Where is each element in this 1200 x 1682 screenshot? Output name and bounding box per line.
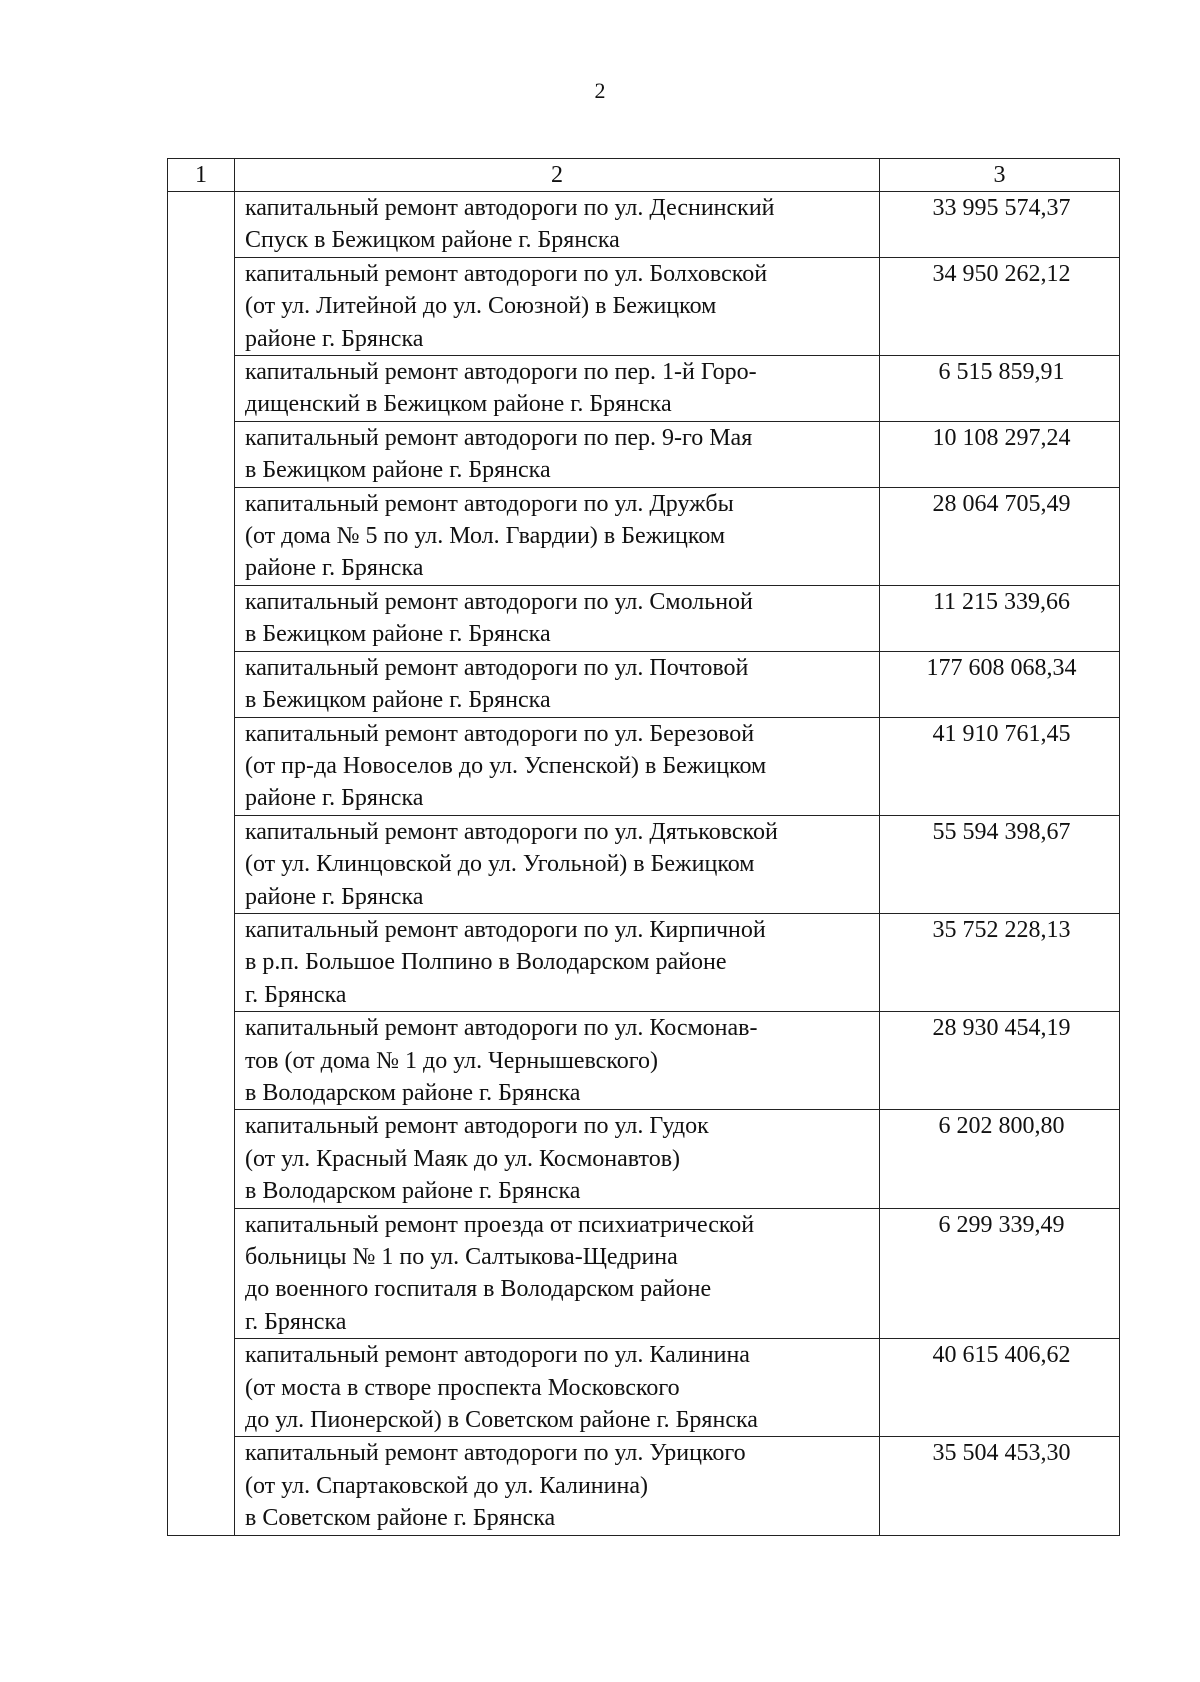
description-cell: [235, 192, 880, 258]
description-line: капитальный ремонт автодороги по пер. 1-й Горо-: [245, 359, 757, 386]
description-line: капитальный ремонт автодороги по ул. Гудок: [245, 1113, 709, 1140]
row-number-cell: [168, 421, 235, 487]
description-line: г. Брянска: [245, 981, 347, 1008]
amount-cell: 33 995 574,37: [880, 192, 1120, 258]
description-cell: [235, 651, 880, 717]
description-line: районе г. Брянска: [245, 325, 424, 352]
description-line: капитальный ремонт проезда от психиатрической: [245, 1211, 755, 1238]
description-line: капитальный ремонт автодороги по ул. Смольной: [245, 588, 753, 615]
description-cell: [235, 1339, 880, 1437]
description-line: капитальный ремонт автодороги по ул. Дятьковской: [245, 818, 778, 845]
description-line: больницы № 1 по ул. Салтыкова-Щедрина: [245, 1244, 678, 1270]
row-number-cell: [168, 717, 235, 815]
table-row: [168, 651, 1120, 717]
table-row: [168, 487, 1120, 585]
description-line: (от дома № 5 по ул. Мол. Гвардии) в Бежицком: [245, 523, 726, 550]
amount-cell: 6 299 339,49: [880, 1208, 1120, 1339]
table-row: [168, 585, 1120, 651]
description-cell: [235, 487, 880, 585]
description-line: капитальный ремонт автодороги по ул. Почтовой: [245, 654, 749, 681]
amount-cell: 28 930 454,19: [880, 1012, 1120, 1110]
row-number-cell: [168, 1437, 235, 1535]
row-number-cell: [168, 913, 235, 1011]
table-row: [168, 1110, 1120, 1208]
description-cell: [235, 585, 880, 651]
description-line: в Володарском районе г. Брянска: [245, 1178, 581, 1205]
row-number-cell: [168, 651, 235, 717]
row-number-cell: [168, 1208, 235, 1339]
description-cell: [235, 1208, 880, 1339]
amount-cell: 40 615 406,62: [880, 1339, 1120, 1437]
description-line: до военного госпиталя в Володарском районе: [245, 1276, 712, 1303]
amount-cell: 28 064 705,49: [880, 487, 1120, 585]
description-cell: [235, 257, 880, 355]
table-row: [168, 257, 1120, 355]
table-row: [168, 1339, 1120, 1437]
description-cell: [235, 815, 880, 913]
description-line: тов (от дома № 1 до ул. Чернышевского): [245, 1047, 659, 1074]
description-cell: [235, 356, 880, 422]
amount-cell: 6 515 859,91: [880, 356, 1120, 422]
table-row: [168, 1208, 1120, 1339]
amount-cell: 177 608 068,34: [880, 651, 1120, 717]
row-number-cell: [168, 1110, 235, 1208]
description-line: капитальный ремонт автодороги по ул. Космонав-: [245, 1015, 758, 1042]
description-line: Спуск в Бежицком районе г. Брянска: [245, 227, 620, 254]
description-line: в Бежицком районе г. Брянска: [245, 687, 551, 714]
description-cell: [235, 1110, 880, 1208]
amount-cell: 11 215 339,66: [880, 585, 1120, 651]
row-number-cell: [168, 192, 235, 258]
description-line: районе г. Брянска: [245, 785, 424, 812]
table-row: [168, 815, 1120, 913]
table-row: [168, 192, 1120, 258]
row-number-cell: [168, 815, 235, 913]
description-line: (от моста в створе проспекта Московского: [245, 1374, 680, 1401]
amount-cell: 6 202 800,80: [880, 1110, 1120, 1208]
description-cell: [235, 717, 880, 815]
table-row: [168, 717, 1120, 815]
description-line: районе г. Брянска: [245, 883, 424, 910]
description-cell: [235, 1012, 880, 1110]
description-line: г. Брянска: [245, 1308, 347, 1335]
description-line: в Володарском районе г. Брянска: [245, 1079, 581, 1106]
description-line: в Бежицком районе г. Брянска: [245, 621, 551, 648]
description-line: капитальный ремонт автодороги по ул. Березовой: [245, 720, 755, 747]
description-line: (от ул. Красный Маяк до ул. Космонавтов): [245, 1145, 681, 1172]
row-number-cell: [168, 487, 235, 585]
row-number-cell: [168, 257, 235, 355]
table-row: [168, 913, 1120, 1011]
description-line: капитальный ремонт автодороги по ул. Дружбы: [245, 490, 734, 517]
column-header-3: 3: [880, 159, 1120, 192]
appropriations-table: [167, 158, 1120, 1536]
amount-cell: 55 594 398,67: [880, 815, 1120, 913]
description-line: капитальный ремонт автодороги по ул. Кирпичной: [245, 916, 766, 943]
description-line: капитальный ремонт автодороги по ул. Урицкого: [245, 1440, 746, 1467]
row-number-cell: [168, 1339, 235, 1437]
table-row: [168, 356, 1120, 422]
description-cell: [235, 913, 880, 1011]
description-line: дищенский в Бежицком районе г. Брянска: [245, 391, 672, 418]
amount-cell: 35 752 228,13: [880, 913, 1120, 1011]
description-line: капитальный ремонт автодороги по ул. Калинина: [245, 1342, 750, 1369]
description-line: капитальный ремонт автодороги по пер. 9-го Мая: [245, 424, 753, 451]
description-line: (от ул. Клинцовской до ул. Угольной) в Бежицком: [245, 851, 755, 878]
table-header-row: [168, 159, 1120, 192]
amount-cell: 10 108 297,24: [880, 421, 1120, 487]
description-line: капитальный ремонт автодороги по ул. Болховской: [245, 260, 768, 287]
column-header-2: 2: [235, 159, 880, 192]
table-row: [168, 421, 1120, 487]
amount-cell: 41 910 761,45: [880, 717, 1120, 815]
row-number-cell: [168, 1012, 235, 1110]
description-line: до ул. Пионерской) в Советском районе г. Брянска: [245, 1407, 758, 1434]
description-cell: [235, 1437, 880, 1535]
description-line: в Советском районе г. Брянска: [245, 1505, 556, 1532]
description-line: (от ул. Спартаковской до ул. Калинина): [245, 1472, 648, 1499]
description-line: (от пр-да Новоселов до ул. Успенской) в Бежицком: [245, 752, 767, 779]
table-row: [168, 1437, 1120, 1535]
table-body: [168, 159, 1120, 1536]
row-number-cell: [168, 356, 235, 422]
page-number: 2: [594, 78, 606, 103]
description-cell: [235, 421, 880, 487]
description-line: капитальный ремонт автодороги по ул. Деснинский: [245, 195, 775, 221]
amount-cell: 35 504 453,30: [880, 1437, 1120, 1535]
description-line: в р.п. Большое Полпино в Володарском районе: [245, 949, 727, 976]
description-line: районе г. Брянска: [245, 555, 424, 582]
description-line: в Бежицком районе г. Брянска: [245, 457, 551, 484]
amount-cell: 34 950 262,12: [880, 257, 1120, 355]
column-header-1: 1: [168, 159, 235, 192]
table-row: [168, 1012, 1120, 1110]
row-number-cell: [168, 585, 235, 651]
description-line: (от ул. Литейной до ул. Союзной) в Бежицком: [245, 293, 717, 320]
